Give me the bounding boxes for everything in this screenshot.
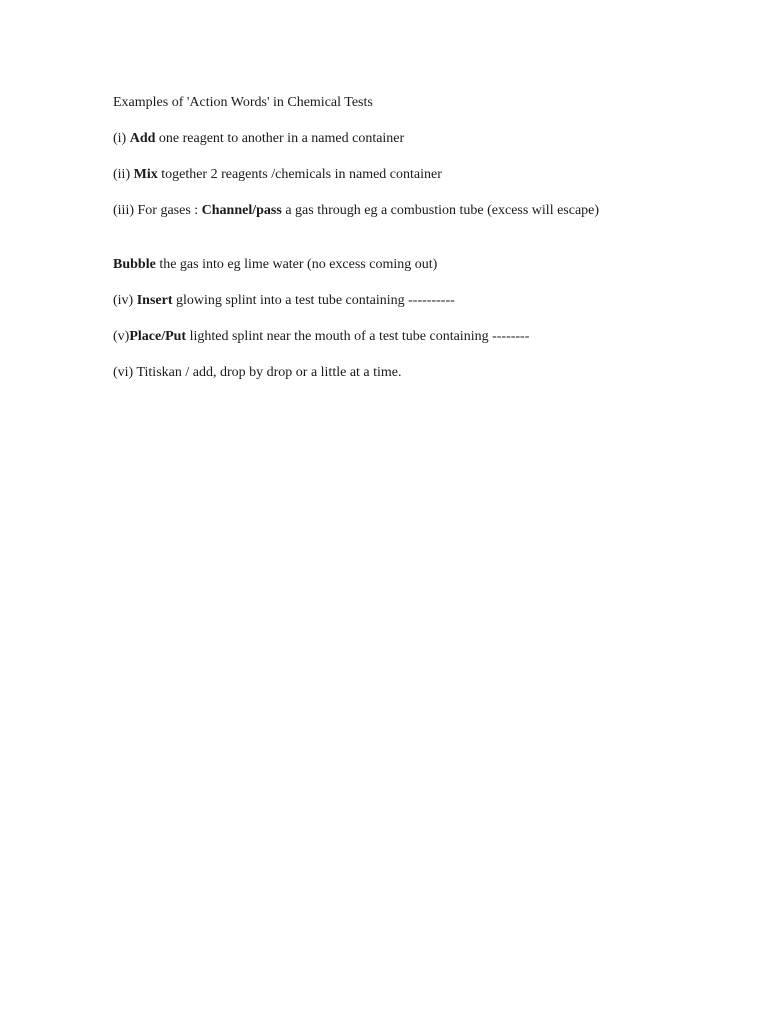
item-keyword: Channel/pass <box>201 203 282 218</box>
item-text: a gas through eg a combustion tube (excess will escape) <box>281 203 600 218</box>
list-item-mix <box>113 166 442 184</box>
item-text: one reagent to another in a named container <box>155 131 405 146</box>
list-item-add <box>113 130 404 148</box>
list-item-place-put <box>113 328 529 346</box>
document-title: Examples of 'Action Words' in Chemical Tests <box>113 95 373 110</box>
item-text: glowing splint into a test tube containing ---------- <box>172 293 455 308</box>
item-keyword: Place/Put <box>129 329 187 344</box>
item-text: the gas into eg lime water (no excess coming out) <box>155 257 438 272</box>
item-keyword: Mix <box>133 167 158 182</box>
item-text: lighted splint near the mouth of a test tube containing -------- <box>186 329 530 344</box>
item-prefix: (i) <box>113 131 130 146</box>
item-prefix: (vi) Titiskan / add, drop by drop or a little at a time. <box>113 365 402 380</box>
list-item-titiskan <box>113 364 402 382</box>
item-text: together 2 reagents /chemicals in named container <box>157 167 442 182</box>
item-prefix: (iii) For gases : <box>113 203 202 218</box>
list-item-bubble <box>113 256 437 274</box>
item-prefix: (ii) <box>113 167 134 182</box>
item-prefix: (iv) <box>113 293 137 308</box>
list-item-insert <box>113 292 455 310</box>
item-keyword: Insert <box>136 293 173 308</box>
list-item-channel-pass <box>113 202 599 220</box>
item-keyword: Bubble <box>113 257 156 272</box>
item-keyword: Add <box>129 131 156 146</box>
item-prefix: (v) <box>113 329 130 344</box>
